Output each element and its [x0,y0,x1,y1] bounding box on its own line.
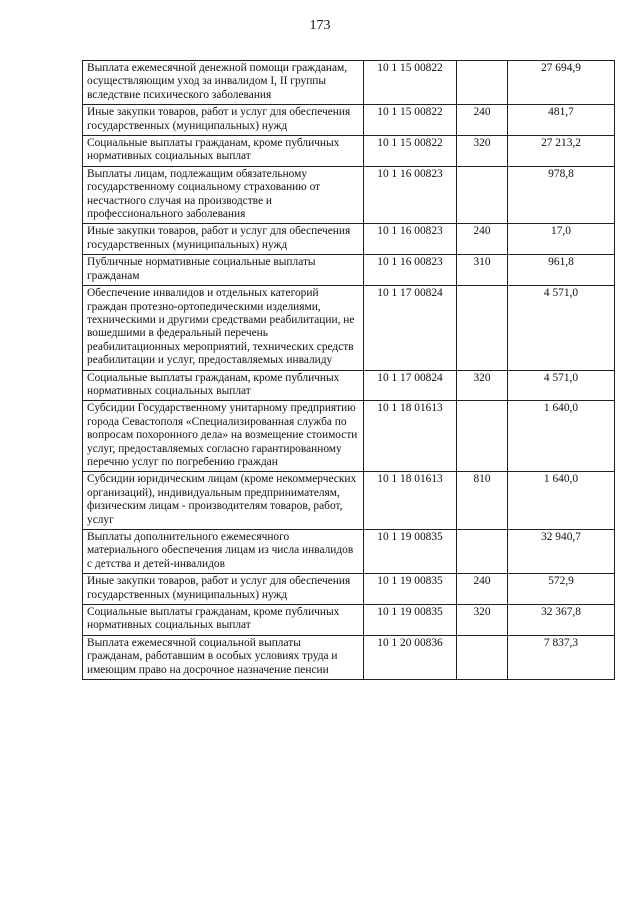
row-amount: 4 571,0 [508,286,615,370]
row-target-code: 10 1 19 00835 [364,530,457,574]
row-amount: 1 640,0 [508,401,615,472]
row-description: Субсидии Государственному унитарному предприятию города Севастополя «Специализированная служба по вопросам похоронного дела» на возмещение стоимости услуг, предоставляемых согласно гарантированному перечню услуг по погребению граждан [83,401,364,472]
row-description: Социальные выплаты гражданам, кроме публичных нормативных социальных выплат [83,136,364,167]
row-description: Иные закупки товаров, работ и услуг для обеспечения государственных (муниципальных) нужд [83,574,364,605]
row-target-code: 10 1 15 00822 [364,61,457,105]
row-description: Выплаты лицам, подлежащим обязательному государственному социальному страхованию от несчастного случая на производстве и профессионального заболевания [83,166,364,224]
table-row [83,401,615,472]
row-description: Иные закупки товаров, работ и услуг для обеспечения государственных (муниципальных) нужд [83,105,364,136]
table-row [83,136,615,167]
table-row [83,255,615,286]
table-row [83,224,615,255]
row-description: Социальные выплаты гражданам, кроме публичных нормативных социальных выплат [83,605,364,636]
row-target-code: 10 1 18 01613 [364,401,457,472]
row-amount: 27 694,9 [508,61,615,105]
budget-table [82,60,615,680]
row-expense-type: 810 [457,472,508,530]
row-amount: 17,0 [508,224,615,255]
table-row [83,61,615,105]
row-amount: 978,8 [508,166,615,224]
row-expense-type [457,635,508,679]
row-expense-type [457,286,508,370]
row-target-code: 10 1 18 01613 [364,472,457,530]
row-description: Выплата ежемесячной денежной помощи гражданам, осуществляющим уход за инвалидом I, II группы вследствие психического заболевания [83,61,364,105]
row-expense-type [457,530,508,574]
row-amount: 7 837,3 [508,635,615,679]
row-expense-type [457,61,508,105]
row-amount: 4 571,0 [508,370,615,401]
table-row [83,286,615,370]
row-target-code: 10 1 19 00835 [364,574,457,605]
row-amount: 572,9 [508,574,615,605]
row-expense-type: 240 [457,224,508,255]
row-target-code: 10 1 15 00822 [364,136,457,167]
table-row [83,166,615,224]
row-description: Социальные выплаты гражданам, кроме публичных нормативных социальных выплат [83,370,364,401]
row-description: Публичные нормативные социальные выплаты гражданам [83,255,364,286]
table-row [83,605,615,636]
table-row [83,635,615,679]
row-expense-type [457,401,508,472]
row-target-code: 10 1 16 00823 [364,166,457,224]
budget-table-body [83,61,615,680]
row-target-code: 10 1 15 00822 [364,105,457,136]
row-amount: 27 213,2 [508,136,615,167]
row-expense-type [457,166,508,224]
row-target-code: 10 1 17 00824 [364,286,457,370]
row-target-code: 10 1 17 00824 [364,370,457,401]
row-expense-type: 320 [457,136,508,167]
row-expense-type: 240 [457,105,508,136]
table-row [83,574,615,605]
row-expense-type: 320 [457,605,508,636]
row-target-code: 10 1 19 00835 [364,605,457,636]
row-expense-type: 320 [457,370,508,401]
table-row [83,530,615,574]
row-target-code: 10 1 16 00823 [364,224,457,255]
row-target-code: 10 1 20 00836 [364,635,457,679]
row-amount: 481,7 [508,105,615,136]
row-amount: 961,8 [508,255,615,286]
row-description: Обеспечение инвалидов и отдельных категорий граждан протезно-ортопедическими изделиями, техническими и другими средствами реабилитации, не вошедшими в федеральный перечень реабилитационных мероприятий, технических средств реабилитации и услуг, предоставляемых инвалиду [83,286,364,370]
row-description: Выплаты дополнительного ежемесячного материального обеспечения лицам из числа инвалидов с детства и детей-инвалидов [83,530,364,574]
table-row [83,370,615,401]
row-amount: 1 640,0 [508,472,615,530]
row-target-code: 10 1 16 00823 [364,255,457,286]
table-row [83,105,615,136]
table-row [83,472,615,530]
row-expense-type: 240 [457,574,508,605]
row-expense-type: 310 [457,255,508,286]
row-amount: 32 367,8 [508,605,615,636]
row-description: Выплата ежемесячной социальной выплаты гражданам, работавшим в особых условиях труда и имеющим право на досрочное назначение пенсии [83,635,364,679]
row-amount: 32 940,7 [508,530,615,574]
row-description: Иные закупки товаров, работ и услуг для обеспечения государственных (муниципальных) нужд [83,224,364,255]
page-number: 173 [309,18,331,33]
row-description: Субсидии юридическим лицам (кроме некоммерческих организаций), индивидуальным предпринимателям, физическим лицам - производителям товаров, работ, услуг [83,472,364,530]
